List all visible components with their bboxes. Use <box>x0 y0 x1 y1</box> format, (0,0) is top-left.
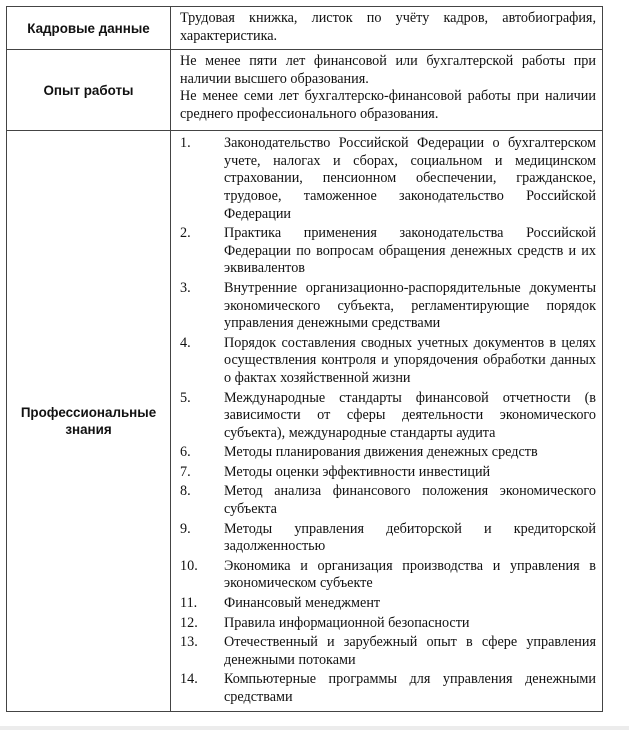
list-item-number: 8. <box>180 483 191 500</box>
list-item-text: Метод анализа финансового положения экономического субъекта <box>224 483 596 518</box>
table-row-personnel <box>7 7 603 50</box>
row-label-knowledge: Профессиональные знания <box>7 131 171 711</box>
list-item-text: Финансовый менеджмент <box>224 595 381 612</box>
list-item <box>180 444 596 462</box>
list-item-text: Правила информационной безопасности <box>224 614 470 631</box>
list-item <box>180 464 596 482</box>
list-item <box>180 671 596 706</box>
list-item-number: 7. <box>180 463 191 480</box>
list-item-text: Законодательство Российской Федерации о бухгалтерском учете, налогах и сборах, социальном и медицинском страховании, пенсионном обеспечении, гражданское, трудовое, таможенное законодательство Российской Федерации <box>224 135 596 222</box>
list-item-text: Порядок составления сводных учетных документов в целях осуществления контроля и упорядочения обработки данных о фактах хозяйственной жизни <box>224 334 596 386</box>
list-item <box>180 483 596 518</box>
table-row-knowledge <box>7 131 603 711</box>
list-item-text: Отечественный и зарубежный опыт в сфере управления денежными потоками <box>224 634 596 668</box>
list-item-text: Международные стандарты финансовой отчетности (в зависимости от сферы деятельности экономического субъекта), международные стандарты аудита <box>224 389 596 441</box>
list-item-number: 9. <box>180 520 191 537</box>
list-item <box>180 135 596 223</box>
row-label-experience: Опыт работы <box>7 50 171 131</box>
knowledge-list <box>180 135 596 706</box>
list-item <box>180 558 596 593</box>
row-content-personnel <box>171 7 603 50</box>
list-item-number: 4. <box>180 334 191 351</box>
list-item-text: Методы управления дебиторской и кредиторской задолженностью <box>224 520 596 555</box>
list-item-text: Методы оценки эффективности инвестиций <box>224 463 491 480</box>
list-item-number: 6. <box>180 444 191 461</box>
list-item-number: 1. <box>180 135 191 152</box>
experience-text-1: Не менее пяти лет финансовой или бухгалтерской работы при наличии высшего образования. <box>180 53 596 87</box>
list-item-number: 13. <box>180 634 198 651</box>
list-item <box>180 335 596 388</box>
list-item <box>180 615 596 633</box>
list-item-text: Практика применения законодательства Российской Федерации по вопросам обращения денежных средств и их эквивалентов <box>224 225 596 277</box>
list-item <box>180 225 596 278</box>
experience-text-2: Не менее семи лет бухгалтерско-финансовой работы при наличии среднего профессионального образования. <box>180 88 596 122</box>
list-item <box>180 390 596 443</box>
table-row-experience <box>7 50 603 131</box>
list-item <box>180 595 596 613</box>
list-item-text: Внутренние организационно-распорядительные документы экономического субъекта, регламентирующие порядок управления денежными средствами <box>224 279 596 332</box>
list-item <box>180 521 596 556</box>
row-content-knowledge <box>171 131 603 711</box>
list-item-number: 10. <box>180 557 198 574</box>
list-item-number: 12. <box>180 614 198 631</box>
list-item-text: Экономика и организация производства и управления в экономическом субъекте <box>224 557 596 592</box>
list-item <box>180 280 596 333</box>
list-item-number: 3. <box>180 279 191 296</box>
row-content-experience <box>171 50 603 131</box>
qualification-table <box>6 6 603 712</box>
list-item <box>180 634 596 669</box>
list-item-text: Методы планирования движения денежных средств <box>224 444 538 461</box>
page-bottom-edge <box>0 726 629 730</box>
list-item-number: 14. <box>180 671 198 688</box>
list-item-number: 11. <box>180 595 198 612</box>
row-label-personnel: Кадровые данные <box>7 7 171 50</box>
list-item-number: 5. <box>180 389 191 406</box>
list-item-number: 2. <box>180 225 191 242</box>
personnel-text: Трудовая книжка, листок по учёту кадров, автобиография, характеристика. <box>180 10 596 44</box>
list-item-text: Компьютерные программы для управления денежными средствами <box>224 671 596 705</box>
